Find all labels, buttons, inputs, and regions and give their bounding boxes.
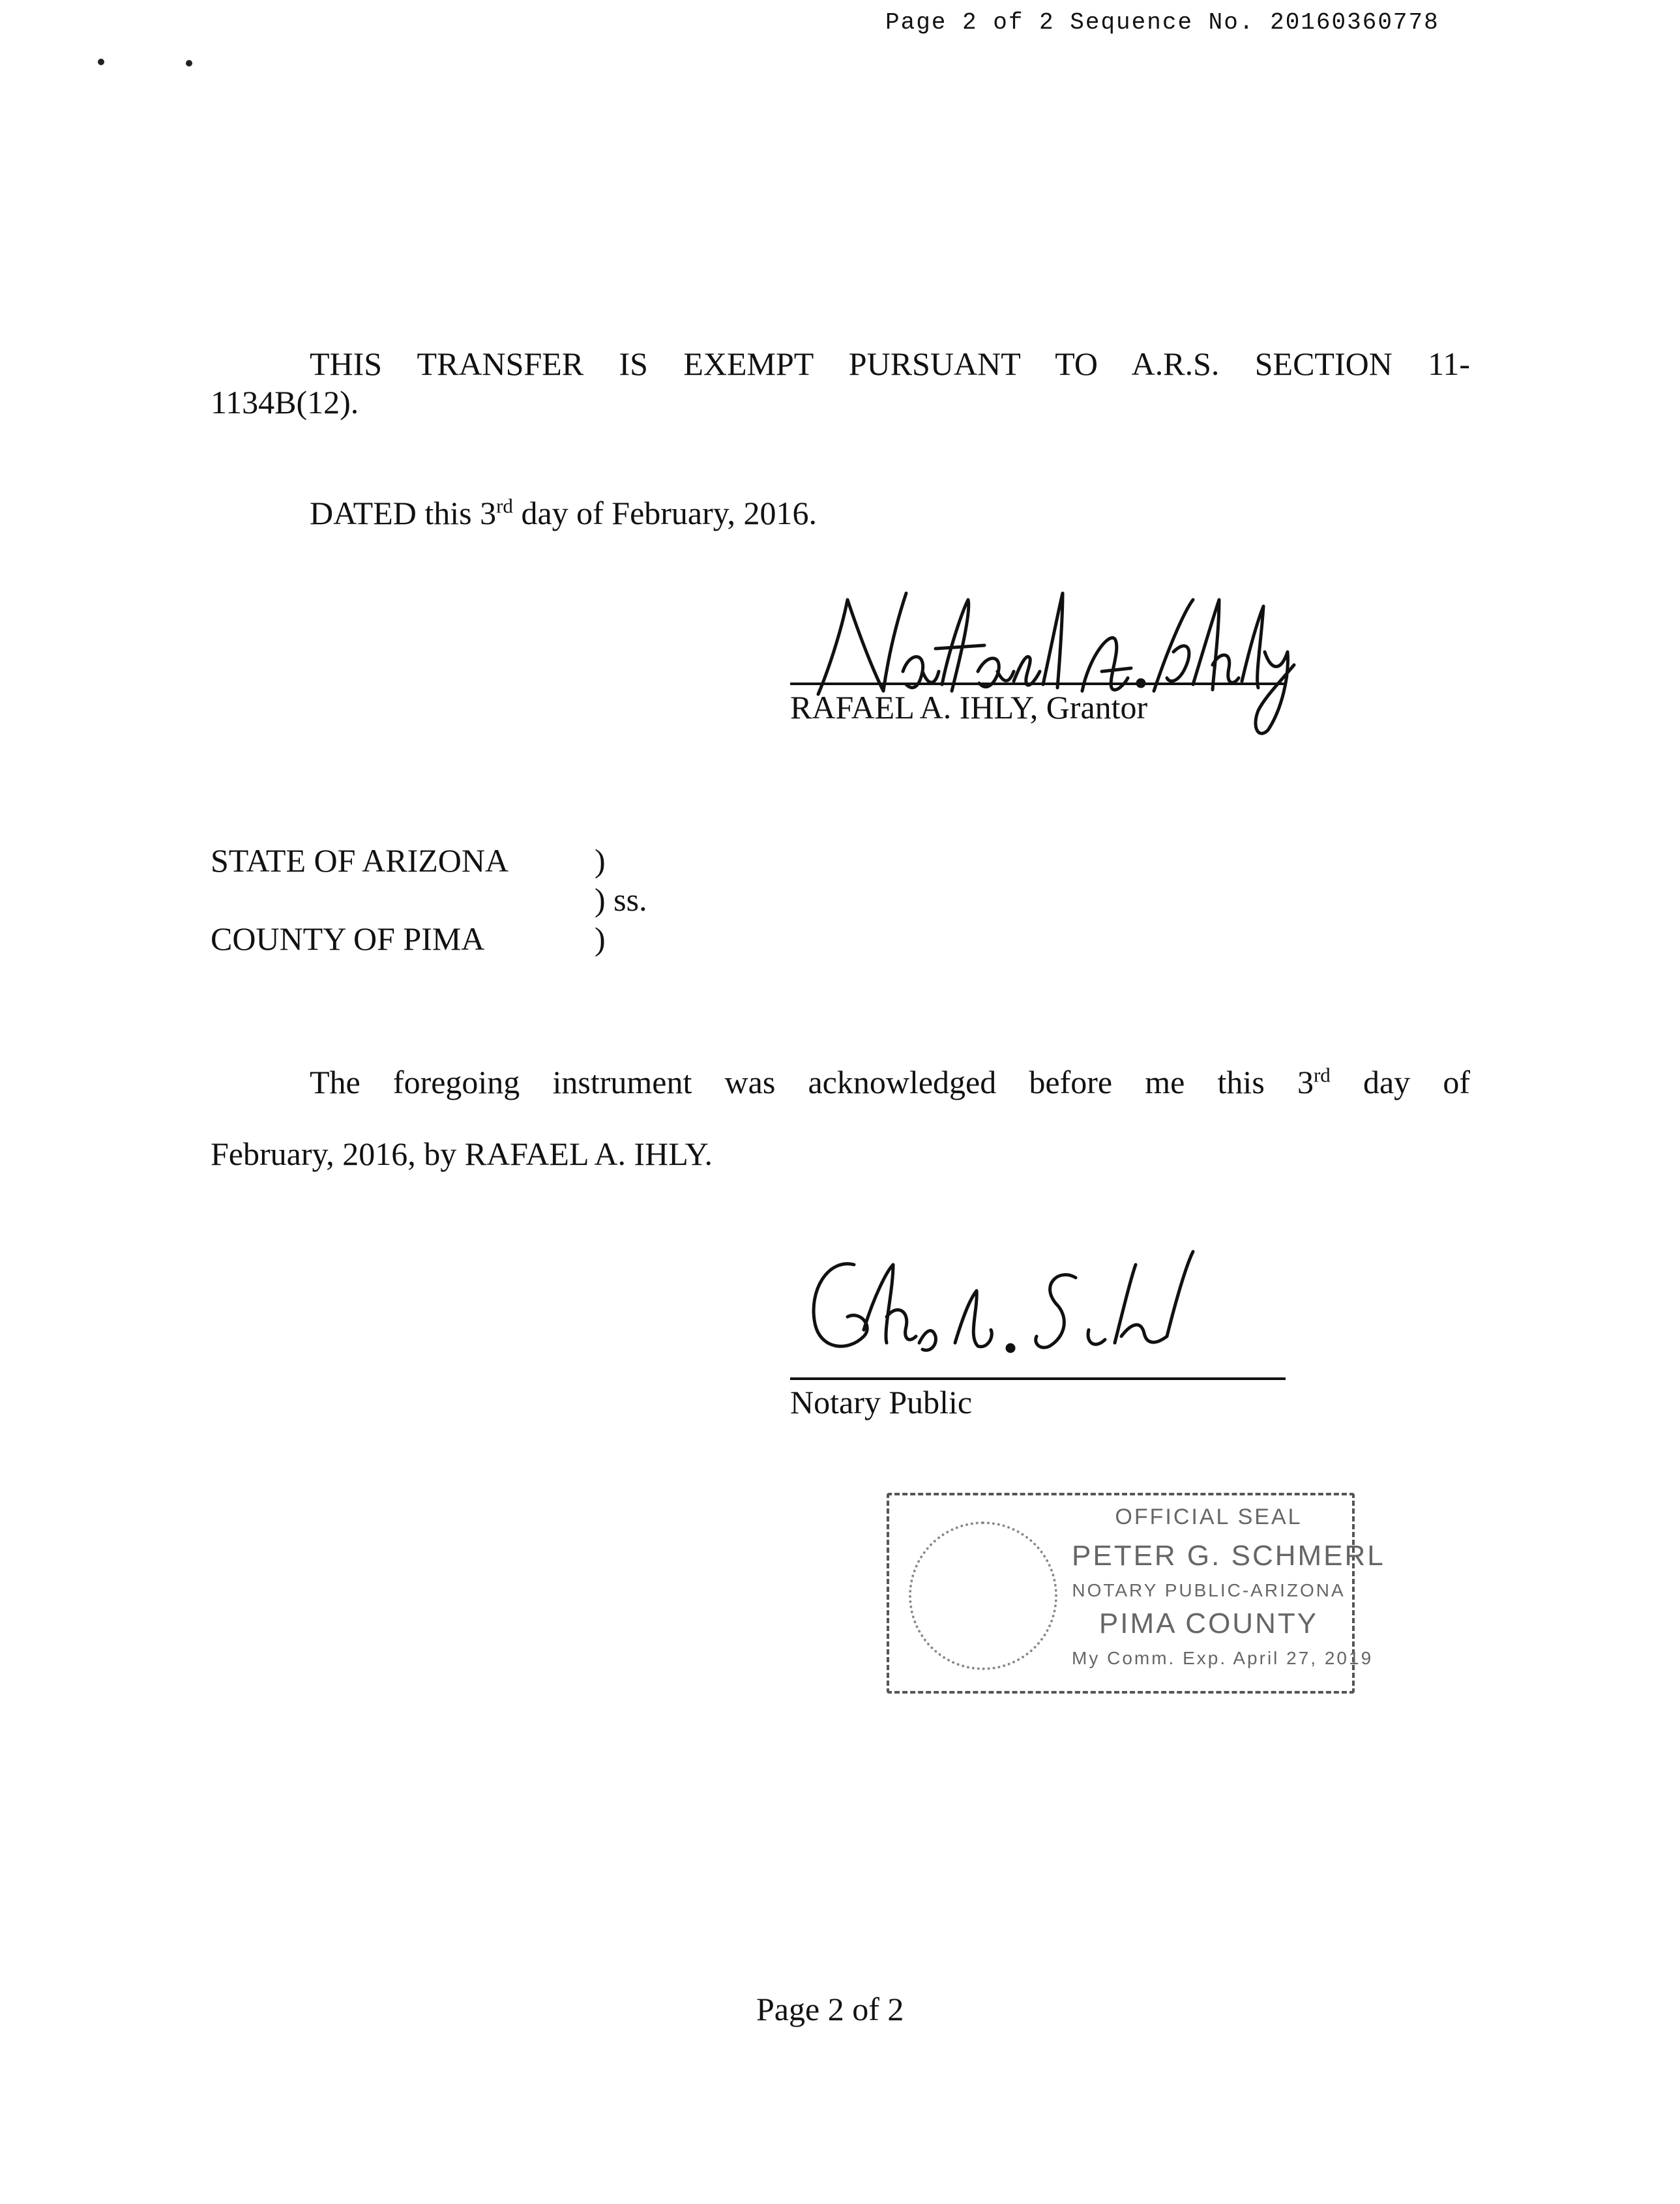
seal-line-name: PETER G. SCHMERL: [1072, 1540, 1385, 1572]
acknowledgment-line1: [310, 1063, 1470, 1102]
notary-seal-stamp: [887, 1493, 1385, 1694]
sequence-header: Page 2 of 2 Sequence No. 20160360778: [885, 9, 1439, 36]
dated-suffix: day of February, 2016.: [512, 495, 818, 531]
exempt-statement-line2: 1134B(12).: [211, 384, 359, 420]
venue-paren-3: ): [595, 920, 606, 957]
seal-line-county: PIMA COUNTY: [1098, 1608, 1319, 1639]
grantor-signature-line: [790, 683, 1286, 685]
notary-signature-line: [790, 1377, 1286, 1380]
scan-dot-right: [186, 60, 192, 66]
ack-suffix: day of: [1330, 1064, 1470, 1100]
scan-dot-left: [98, 59, 104, 65]
venue-paren-1: ): [595, 842, 606, 879]
notary-label: Notary Public: [790, 1384, 973, 1420]
venue-state: STATE OF ARIZONA: [211, 842, 509, 879]
dated-ordinal: rd: [496, 494, 513, 518]
seal-line-office: NOTARY PUBLIC-ARIZONA: [1072, 1580, 1346, 1600]
venue-paren-ss: ) ss.: [595, 881, 647, 918]
seal-line-title: OFFICIAL SEAL: [1115, 1505, 1303, 1529]
seal-emblem-icon: [909, 1521, 1057, 1670]
grantor-label: RAFAEL A. IHLY, Grantor: [790, 689, 1148, 726]
dated-line: [310, 493, 817, 533]
dated-prefix: DATED this 3: [310, 495, 497, 531]
exempt-statement-line1: THIS TRANSFER IS EXEMPT PURSUANT TO A.R.S. SECTION 11-: [310, 345, 1470, 382]
seal-line-expiry: My Comm. Exp. April 27, 2019: [1072, 1648, 1374, 1668]
venue-county: COUNTY OF PIMA: [211, 920, 485, 957]
notary-signature: [802, 1239, 1206, 1369]
page-footer: Page 2 of 2: [756, 1991, 904, 2027]
ack-prefix: The foregoing instrument was acknowledged before me this 3: [310, 1064, 1314, 1100]
acknowledgment-line2: February, 2016, by RAFAEL A. IHLY.: [211, 1136, 713, 1172]
ack-ordinal: rd: [1313, 1063, 1331, 1087]
